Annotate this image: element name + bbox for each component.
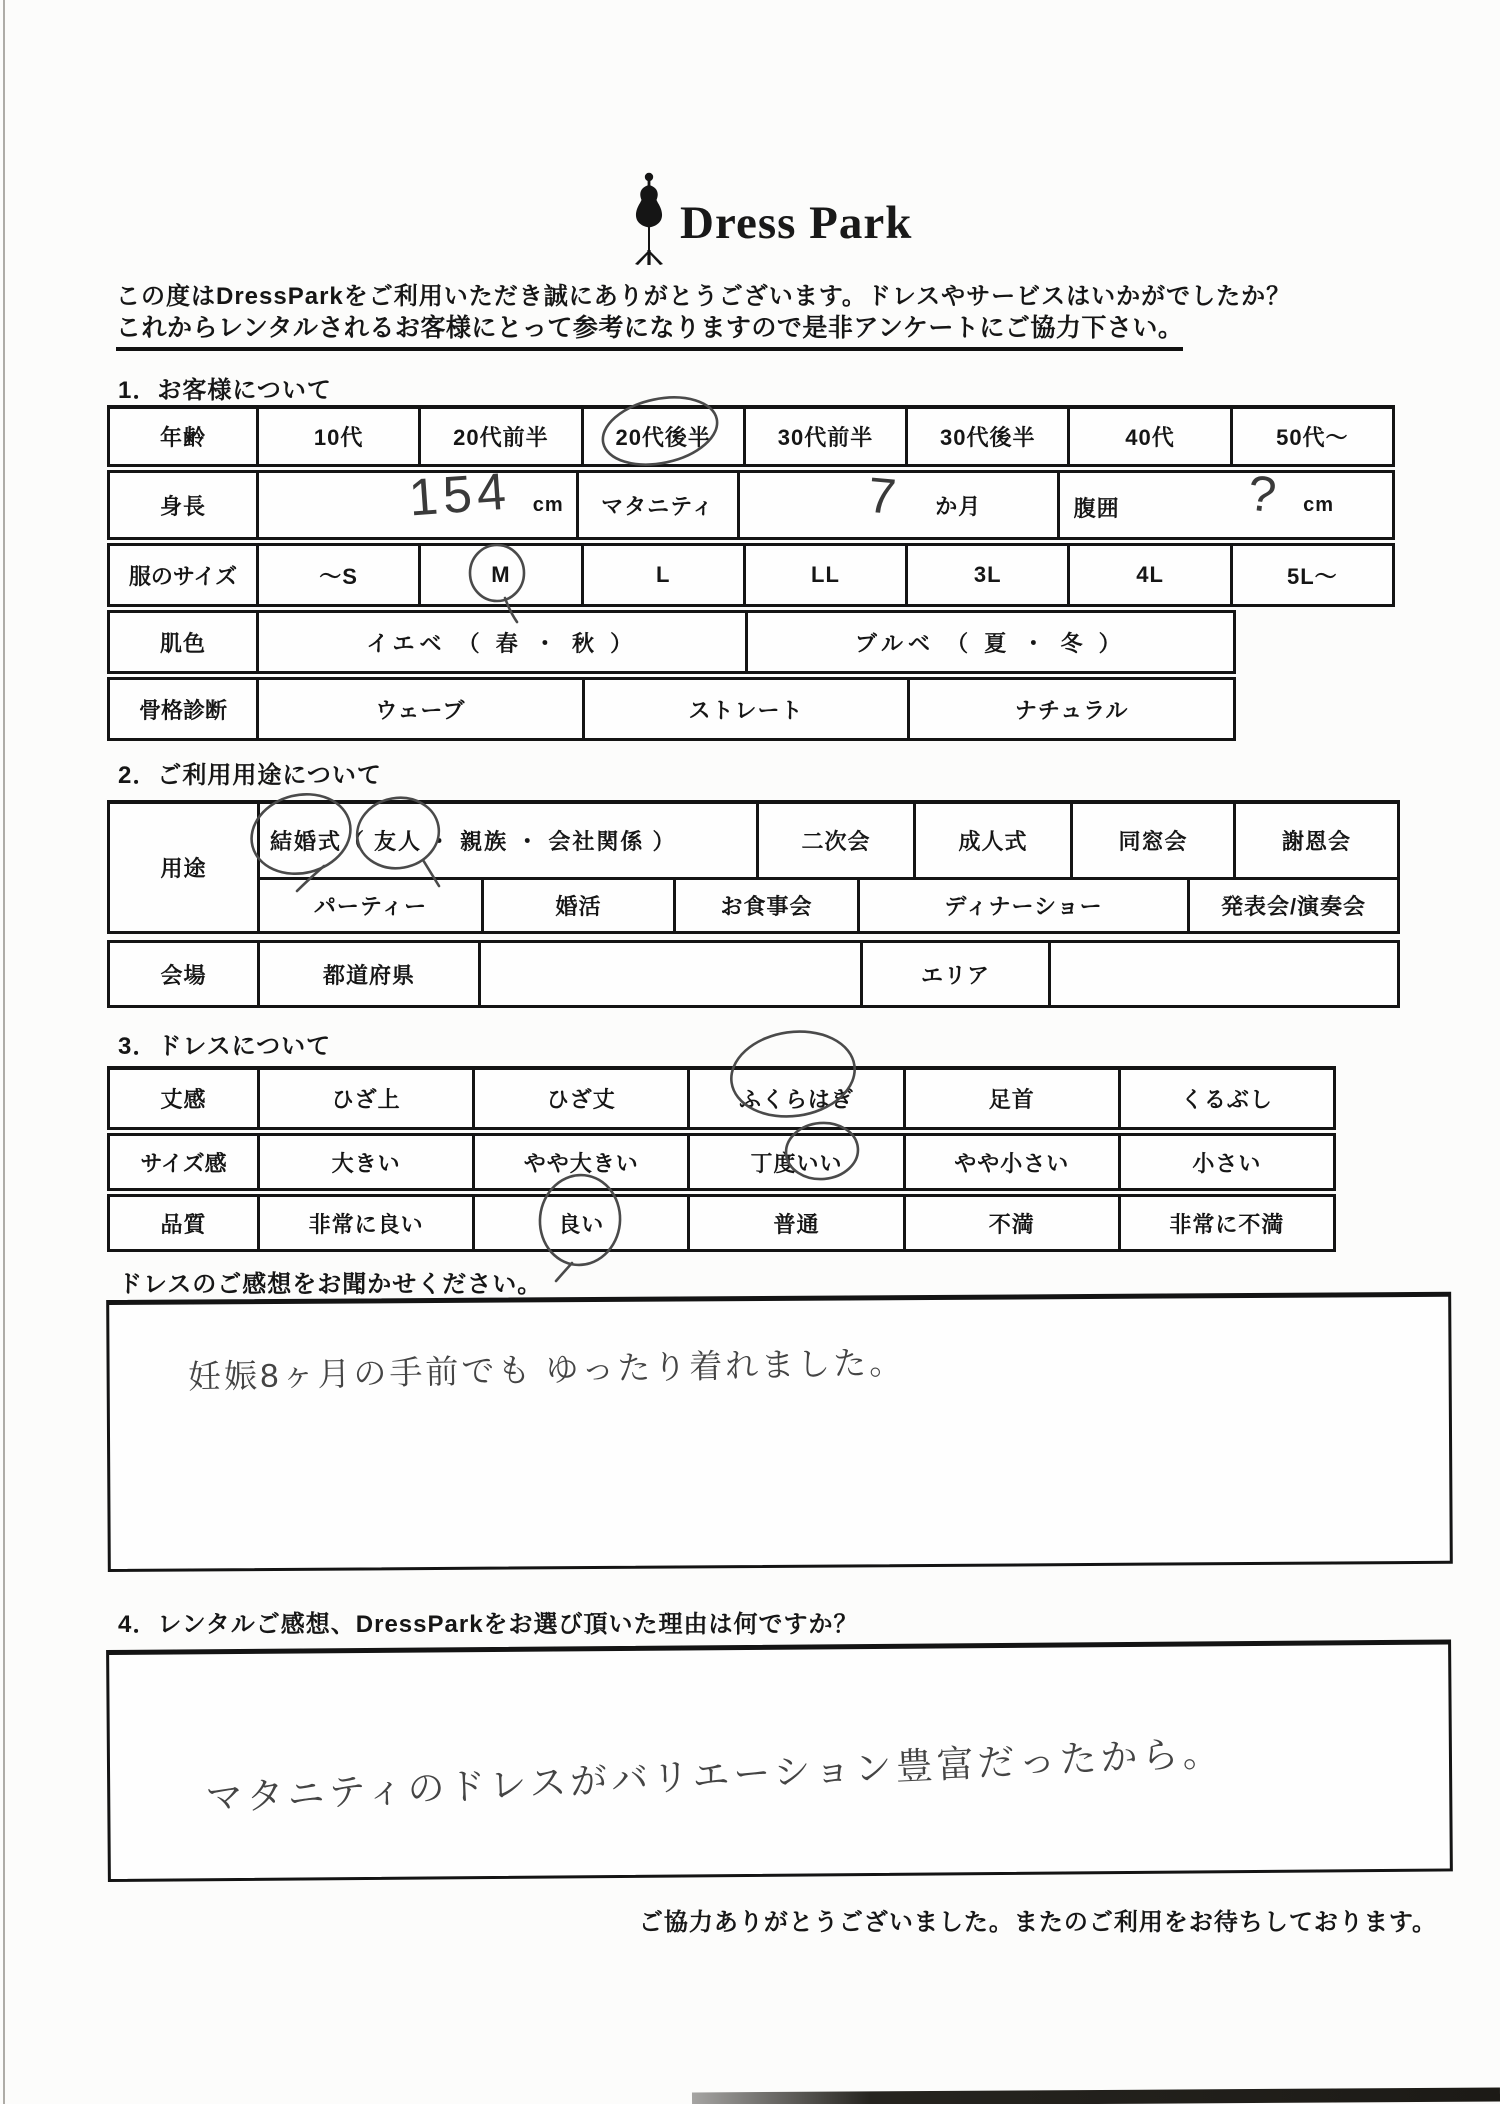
purpose-option-dinner-show: ディナーショー — [857, 880, 1187, 931]
quality-option-dissatisfied: 不満 — [903, 1197, 1118, 1249]
length-option-above-knee: ひざ上 — [257, 1070, 472, 1127]
paper-edge-line — [3, 0, 5, 2104]
skeleton-option-natural: ナチュラル — [907, 680, 1233, 738]
wedding-paren-open: （ — [342, 829, 367, 854]
purpose-option-friend: 友人 — [374, 829, 423, 854]
age-row — [107, 405, 1395, 467]
quality-option-very-dissatisfied: 非常に不満 — [1118, 1197, 1333, 1249]
venue-area-label: エリア — [860, 943, 1048, 1005]
dress-mannequin-icon — [628, 172, 670, 273]
clothing-size-label: 服のサイズ — [128, 563, 238, 589]
age-option-50s: 50代～ — [1230, 409, 1392, 464]
purpose-option-thanks-party: 謝恩会 — [1233, 804, 1397, 877]
purpose-option-konkatsu: 婚活 — [481, 880, 673, 931]
size-option-3l: 3L — [905, 546, 1067, 604]
size-option-s: ～S — [256, 546, 418, 604]
size-option-ll: LL — [743, 546, 905, 604]
maternity-handwritten-months: 7 — [865, 466, 900, 526]
purpose-option-dinner: お食事会 — [673, 880, 857, 931]
fit-option-slightly-small: やや小さい — [903, 1136, 1118, 1188]
height-value-cell — [256, 462, 576, 537]
wedding-guest-rest: ・ 親族 ・ 会社関係 ） — [428, 829, 677, 854]
size-option-m: M — [418, 546, 580, 604]
venue-row — [107, 940, 1400, 1008]
age-label: 年齢 — [159, 425, 206, 450]
size-option-4l: 4L — [1067, 546, 1229, 604]
quality-option-normal: 普通 — [687, 1197, 902, 1249]
fit-option-small: 小さい — [1118, 1136, 1333, 1188]
feedback1-handwriting: 妊娠8ヶ月の手前でも ゆったり着れました。 — [187, 1343, 906, 1396]
purpose-label: 用途 — [160, 856, 207, 881]
age-option-40s: 40代 — [1067, 409, 1229, 464]
intro-line2: これからレンタルされるお客様にとって参考になりますので是非アンケートにご協力下さい。 — [116, 308, 1183, 351]
purpose-option-wedding: 結婚式 — [270, 829, 343, 854]
waist-cell — [1057, 464, 1392, 537]
purpose-option-coming-of-age: 成人式 — [913, 804, 1070, 877]
logo-brand-text: Dress Park — [680, 196, 913, 249]
dress-quality-row — [107, 1194, 1336, 1252]
waist-handwritten-value: ? — [1244, 464, 1280, 524]
purpose-option-recital: 発表会/演奏会 — [1187, 880, 1397, 931]
purpose-option-reunion: 同窓会 — [1070, 804, 1233, 877]
purpose-options — [257, 804, 1397, 931]
quality-option-very-good: 非常に良い — [257, 1197, 472, 1249]
venue-area-input — [1048, 943, 1397, 1005]
length-label: 丈感 — [160, 1087, 207, 1112]
waist-label: 腹囲 — [1073, 496, 1120, 521]
skeleton-label: 骨格診断 — [138, 697, 227, 723]
age-option-early30s: 30代前半 — [743, 409, 905, 464]
length-option-ankle: 足首 — [903, 1070, 1118, 1127]
age-option-10s: 10代 — [256, 409, 418, 464]
skin-tone-label: 肌色 — [159, 630, 206, 656]
fit-option-large: 大きい — [257, 1136, 472, 1188]
section2-title: 2．ご利用用途について — [118, 762, 382, 789]
feedback2-handwriting: マタニティのドレスがバリエーション豊富だったから。 — [204, 1731, 1225, 1820]
height-label: 身長 — [159, 493, 206, 519]
feedback1-box — [106, 1292, 1453, 1572]
section4-title: 4．レンタルご感想、DressParkをお選び頂いた理由は何ですか？ — [118, 1611, 859, 1638]
maternity-months-cell — [737, 466, 1057, 537]
logo — [628, 172, 912, 273]
skin-option-yellow-base: イエベ （ 春 ・ 秋 ） — [256, 613, 745, 671]
age-option-late20s: 20代後半 — [581, 409, 743, 464]
purpose-row2 — [260, 880, 1397, 931]
skeleton-row — [107, 677, 1236, 741]
section1-title: 1．お客様について — [118, 377, 332, 404]
circle-quality-good-tail — [556, 1263, 572, 1281]
maternity-label-cell: マタニティ — [576, 473, 737, 537]
height-row — [107, 462, 1395, 540]
age-option-late30s: 30代後半 — [905, 409, 1067, 464]
bottom-scan-edge — [692, 2088, 1500, 2104]
purpose-row1 — [260, 804, 1397, 880]
intro-line1: この度はDressParkをご利用いただき誠にありがとうございます。ドレスやサービスはいかがでしたか？ — [116, 283, 1292, 310]
skeleton-option-straight: ストレート — [582, 680, 908, 738]
skeleton-option-wave: ウェーブ — [256, 680, 582, 738]
venue-prefecture-input — [478, 943, 860, 1005]
purpose-option-party: パーティー — [313, 894, 428, 919]
purpose-table — [107, 800, 1400, 934]
skin-tone-row — [107, 610, 1236, 674]
skin-option-blue-base: ブルベ （ 夏 ・ 冬 ） — [745, 613, 1234, 671]
venue-prefecture-label: 都道府県 — [257, 943, 478, 1005]
maternity-months-unit: か月 — [935, 493, 982, 519]
fit-label: サイズ感 — [140, 1150, 227, 1176]
quality-option-good: 良い — [472, 1197, 687, 1249]
height-unit: cm — [532, 494, 564, 516]
venue-label: 会場 — [160, 962, 207, 988]
height-handwritten-value: 154 — [407, 462, 513, 528]
purpose-wedding-cell — [260, 804, 756, 877]
feedback1-label: ドレスのご感想をお聞かせください。 — [118, 1271, 543, 1298]
length-option-anklebone: くるぶし — [1118, 1070, 1333, 1127]
fit-option-just-right: 丁度いい — [687, 1136, 902, 1188]
length-option-calf: ふくらはぎ — [687, 1070, 902, 1127]
dress-fit-row — [107, 1133, 1336, 1191]
section3-title: 3．ドレスについて — [118, 1033, 332, 1060]
age-option-early20s: 20代前半 — [418, 409, 580, 464]
dress-length-row — [107, 1066, 1336, 1130]
size-option-5l: 5L～ — [1230, 546, 1392, 604]
waist-unit: cm — [1303, 494, 1335, 516]
purpose-option-afterparty: 二次会 — [756, 804, 913, 877]
fit-option-slightly-large: やや大きい — [472, 1136, 687, 1188]
clothing-size-row — [107, 543, 1395, 607]
size-option-l: L — [581, 546, 743, 604]
closing-note: ご協力ありがとうございました。またのご利用をお待ちしております。 — [638, 1909, 1437, 1936]
length-option-knee: ひざ丈 — [472, 1070, 687, 1127]
quality-label: 品質 — [160, 1211, 207, 1237]
